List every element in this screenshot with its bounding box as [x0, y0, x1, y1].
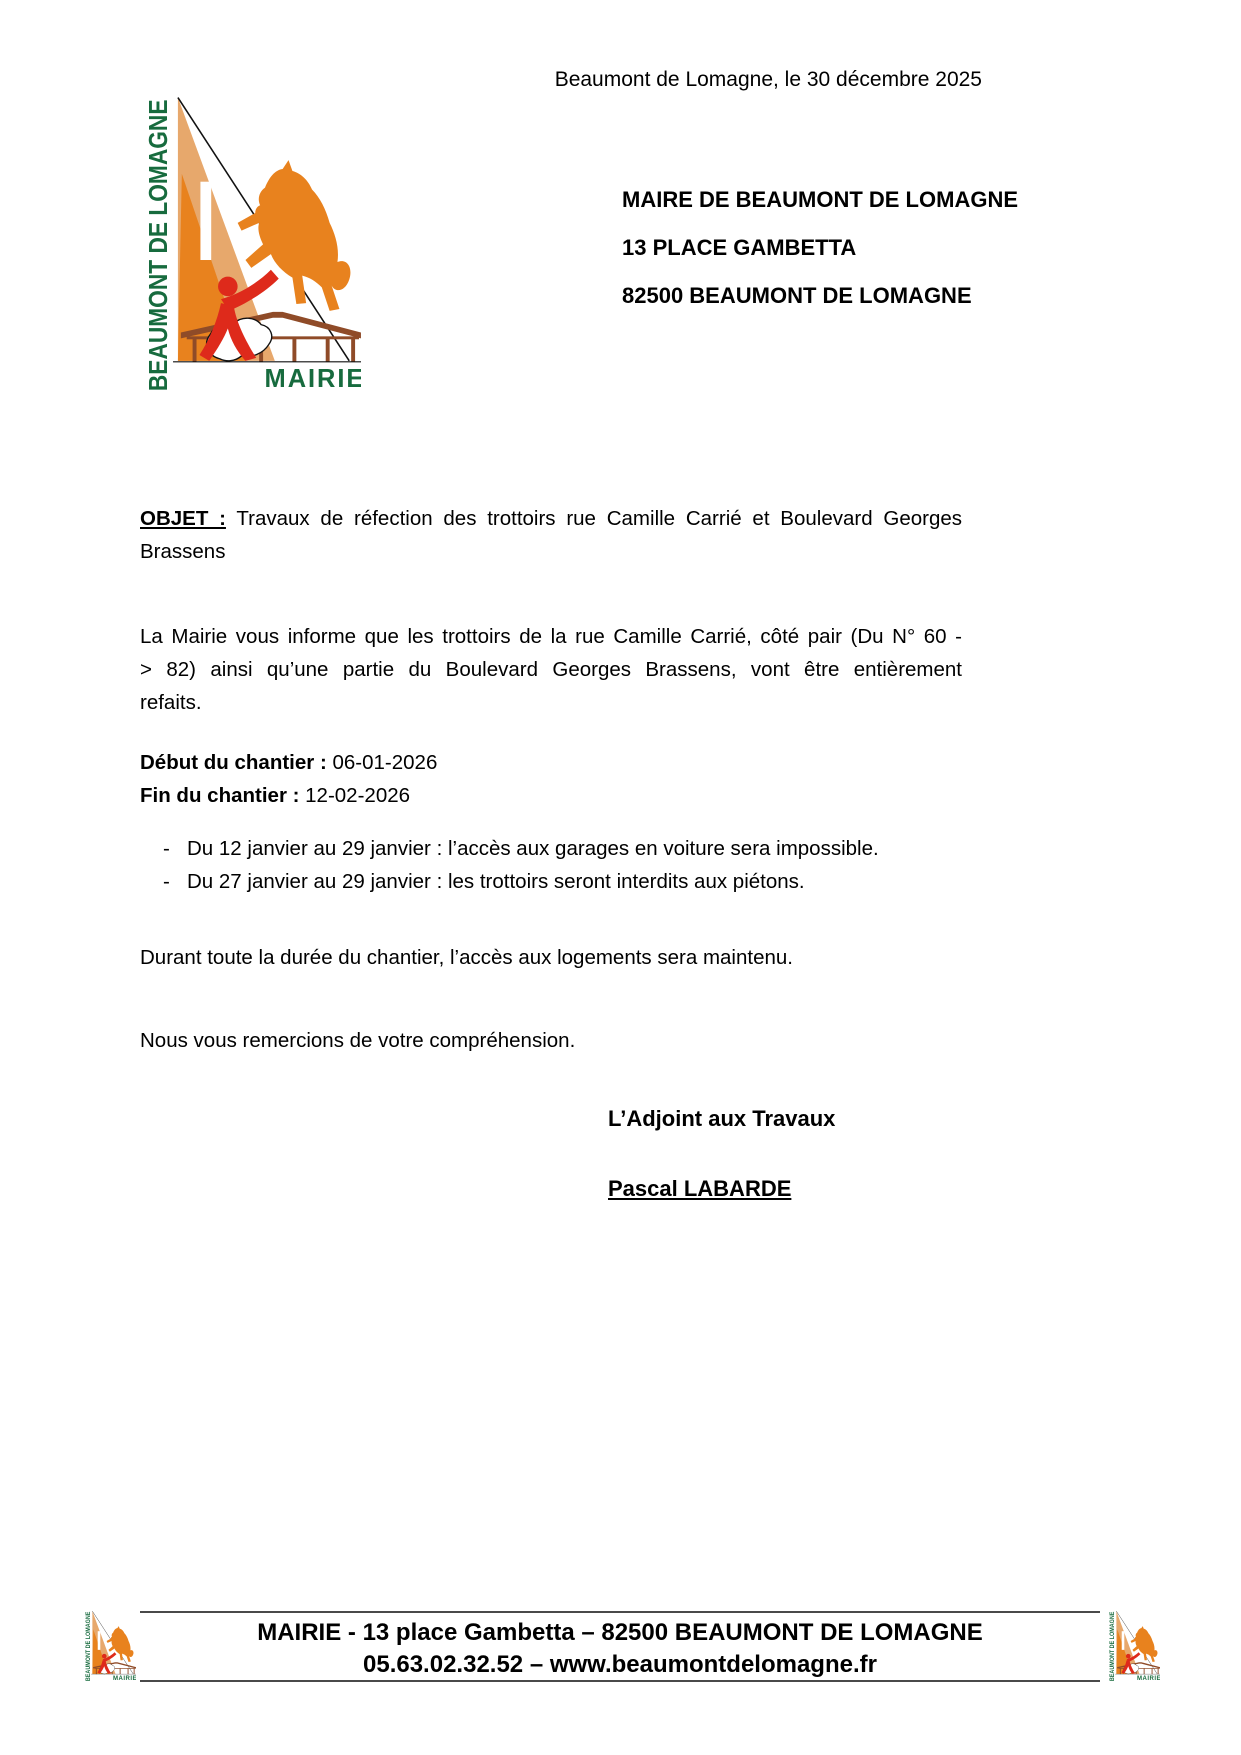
paragraph-intro — [140, 620, 962, 719]
footer-rule-top — [140, 1611, 1100, 1613]
works-dates-block — [140, 746, 962, 812]
recipient-city: 82500 BEAUMONT DE LOMAGNE — [622, 283, 972, 308]
signature-title: L’Adjoint aux Travaux — [608, 1106, 836, 1131]
footer-logo-left — [80, 1606, 136, 1683]
start-date-value: 06-01-2026 — [332, 751, 438, 774]
paragraph-intro-line1: La Mairie vous informe que les trottoirs de la rue Camille Carrié, côté pair (Du N° 60 - — [140, 625, 962, 648]
recipient-street: 13 PLACE GAMBETTA — [622, 235, 857, 260]
start-date-label: Début du chantier : — [140, 751, 327, 774]
bullet-marker: - — [163, 837, 170, 860]
paragraph-intro-line2: > 82) ainsi qu’une partie du Boulevard Georges Brassens, vont être entièrement — [140, 658, 962, 681]
footer-logo-right — [1104, 1606, 1160, 1683]
date-line: Beaumont de Lomagne, le 30 décembre 2025 — [554, 68, 982, 91]
object-block — [140, 502, 962, 568]
footer-address: MAIRIE - 13 place Gambetta – 82500 BEAUMONT DE LOMAGNE — [257, 1619, 983, 1646]
paragraph-access: Durant toute la durée du chantier, l’accès aux logements sera maintenu. — [140, 946, 793, 969]
list-item-text: Du 12 janvier au 29 janvier : l’accès aux garages en voiture sera impossible. — [187, 837, 879, 860]
start-date-line — [140, 746, 962, 779]
recipient-name: MAIRE DE BEAUMONT DE LOMAGNE — [622, 187, 1018, 212]
list-item — [140, 832, 962, 865]
signature-name: Pascal LABARDE — [608, 1176, 792, 1201]
end-date-line — [140, 779, 962, 812]
restrictions-list — [140, 832, 962, 898]
end-date-label: Fin du chantier : — [140, 784, 300, 807]
footer-contact: 05.63.02.32.52 – www.beaumontdelomagne.fr — [363, 1651, 877, 1678]
list-item-text: Du 27 janvier au 29 janvier : les trottoirs seront interdits aux piétons. — [187, 870, 805, 893]
object-label: OBJET : — [140, 507, 226, 530]
object-text: Travaux de réfection des trottoirs rue Camille Carrié et Boulevard Georges — [236, 507, 962, 530]
object-line2: Brassens — [140, 540, 226, 563]
list-item — [140, 865, 962, 898]
object-line1 — [140, 502, 962, 535]
paragraph-intro-line3: refaits. — [140, 691, 202, 714]
recipient-block — [622, 176, 1122, 320]
footer-rule-bottom — [140, 1680, 1100, 1682]
mairie-logo — [126, 76, 361, 399]
paragraph-thanks: Nous vous remercions de votre compréhension. — [140, 1029, 576, 1052]
end-date-value: 12-02-2026 — [305, 784, 411, 807]
bullet-marker: - — [163, 870, 170, 893]
